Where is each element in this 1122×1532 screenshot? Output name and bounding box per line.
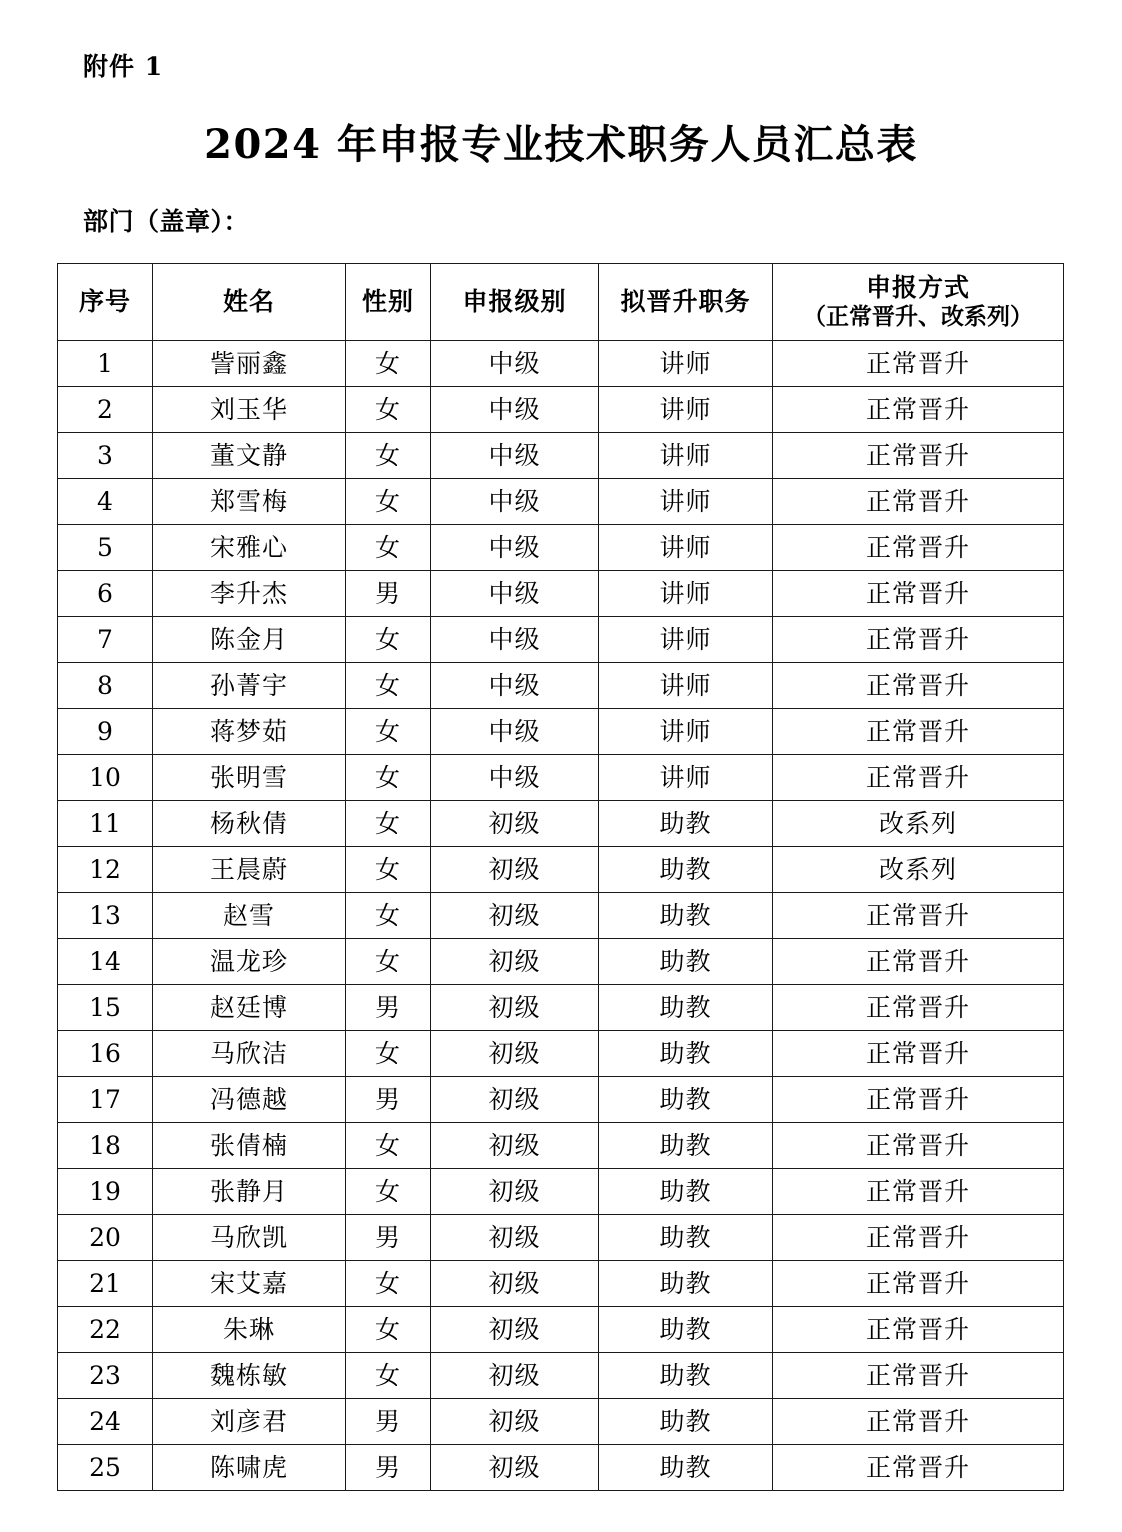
cell-name: 张明雪 bbox=[153, 755, 346, 801]
cell-post: 助教 bbox=[599, 1261, 773, 1307]
cell-level: 初级 bbox=[431, 847, 599, 893]
table-row bbox=[58, 1077, 1064, 1123]
cell-level: 初级 bbox=[431, 893, 599, 939]
cell-gender: 女 bbox=[346, 387, 431, 433]
cell-name: 张静月 bbox=[153, 1169, 346, 1215]
cell-method: 正常晋升 bbox=[773, 1169, 1064, 1215]
cell-method: 正常晋升 bbox=[773, 1445, 1064, 1491]
cell-name: 郑雪梅 bbox=[153, 479, 346, 525]
cell-method: 正常晋升 bbox=[773, 433, 1064, 479]
cell-name: 李升杰 bbox=[153, 571, 346, 617]
cell-post: 助教 bbox=[599, 801, 773, 847]
table-body bbox=[58, 341, 1064, 1491]
cell-method: 正常晋升 bbox=[773, 571, 1064, 617]
cell-post: 助教 bbox=[599, 1307, 773, 1353]
personnel-summary-table bbox=[57, 263, 1064, 1491]
attachment-label: 附件 1 bbox=[83, 52, 164, 81]
cell-post: 助教 bbox=[599, 1077, 773, 1123]
cell-method: 正常晋升 bbox=[773, 1261, 1064, 1307]
cell-post: 助教 bbox=[599, 893, 773, 939]
cell-gender: 女 bbox=[346, 525, 431, 571]
cell-gender: 男 bbox=[346, 571, 431, 617]
cell-name: 陈金月 bbox=[153, 617, 346, 663]
cell-method: 正常晋升 bbox=[773, 985, 1064, 1031]
table-header bbox=[58, 264, 1064, 341]
column-header-post: 拟晋升职务 bbox=[599, 264, 773, 341]
cell-post: 讲师 bbox=[599, 387, 773, 433]
cell-name: 冯德越 bbox=[153, 1077, 346, 1123]
cell-post: 讲师 bbox=[599, 341, 773, 387]
cell-level: 中级 bbox=[431, 433, 599, 479]
column-header-level: 申报级别 bbox=[431, 264, 599, 341]
cell-method: 正常晋升 bbox=[773, 663, 1064, 709]
cell-method: 正常晋升 bbox=[773, 1307, 1064, 1353]
cell-name: 赵廷博 bbox=[153, 985, 346, 1031]
table-row bbox=[58, 709, 1064, 755]
cell-level: 初级 bbox=[431, 1031, 599, 1077]
cell-level: 中级 bbox=[431, 479, 599, 525]
table-row bbox=[58, 755, 1064, 801]
cell-index: 5 bbox=[58, 525, 153, 571]
cell-method: 改系列 bbox=[773, 847, 1064, 893]
cell-method: 正常晋升 bbox=[773, 939, 1064, 985]
cell-index: 10 bbox=[58, 755, 153, 801]
cell-index: 19 bbox=[58, 1169, 153, 1215]
cell-gender: 女 bbox=[346, 847, 431, 893]
cell-post: 助教 bbox=[599, 1215, 773, 1261]
cell-level: 初级 bbox=[431, 1077, 599, 1123]
cell-gender: 女 bbox=[346, 801, 431, 847]
cell-name: 马欣凯 bbox=[153, 1215, 346, 1261]
table-row bbox=[58, 433, 1064, 479]
page-title: 2024 年申报专业技术职务人员汇总表 bbox=[204, 121, 918, 168]
column-header-index: 序号 bbox=[58, 264, 153, 341]
cell-level: 初级 bbox=[431, 1169, 599, 1215]
cell-name: 赵雪 bbox=[153, 893, 346, 939]
cell-name: 孙菁宇 bbox=[153, 663, 346, 709]
cell-index: 14 bbox=[58, 939, 153, 985]
cell-level: 中级 bbox=[431, 525, 599, 571]
cell-method: 改系列 bbox=[773, 801, 1064, 847]
cell-method: 正常晋升 bbox=[773, 755, 1064, 801]
table-row bbox=[58, 617, 1064, 663]
table-row bbox=[58, 479, 1064, 525]
cell-index: 12 bbox=[58, 847, 153, 893]
cell-index: 6 bbox=[58, 571, 153, 617]
cell-index: 1 bbox=[58, 341, 153, 387]
cell-post: 讲师 bbox=[599, 433, 773, 479]
cell-index: 18 bbox=[58, 1123, 153, 1169]
cell-level: 初级 bbox=[431, 1123, 599, 1169]
cell-gender: 男 bbox=[346, 1399, 431, 1445]
cell-gender: 女 bbox=[346, 617, 431, 663]
cell-index: 15 bbox=[58, 985, 153, 1031]
cell-gender: 女 bbox=[346, 1169, 431, 1215]
cell-name: 訾丽鑫 bbox=[153, 341, 346, 387]
cell-level: 中级 bbox=[431, 617, 599, 663]
cell-index: 4 bbox=[58, 479, 153, 525]
cell-post: 讲师 bbox=[599, 755, 773, 801]
table-row bbox=[58, 1031, 1064, 1077]
cell-name: 王晨蔚 bbox=[153, 847, 346, 893]
cell-gender: 男 bbox=[346, 1077, 431, 1123]
cell-method: 正常晋升 bbox=[773, 1215, 1064, 1261]
table-row bbox=[58, 985, 1064, 1031]
table-row bbox=[58, 1123, 1064, 1169]
cell-level: 初级 bbox=[431, 939, 599, 985]
cell-method: 正常晋升 bbox=[773, 1031, 1064, 1077]
cell-index: 17 bbox=[58, 1077, 153, 1123]
cell-gender: 女 bbox=[346, 893, 431, 939]
cell-method: 正常晋升 bbox=[773, 617, 1064, 663]
cell-level: 初级 bbox=[431, 1399, 599, 1445]
cell-gender: 男 bbox=[346, 1215, 431, 1261]
column-header-name: 姓名 bbox=[153, 264, 346, 341]
cell-gender: 女 bbox=[346, 341, 431, 387]
cell-gender: 女 bbox=[346, 755, 431, 801]
cell-name: 宋雅心 bbox=[153, 525, 346, 571]
cell-method: 正常晋升 bbox=[773, 341, 1064, 387]
cell-index: 20 bbox=[58, 1215, 153, 1261]
cell-post: 讲师 bbox=[599, 663, 773, 709]
cell-method: 正常晋升 bbox=[773, 1077, 1064, 1123]
cell-level: 中级 bbox=[431, 341, 599, 387]
table-row bbox=[58, 387, 1064, 433]
cell-gender: 女 bbox=[346, 939, 431, 985]
cell-method: 正常晋升 bbox=[773, 479, 1064, 525]
table-row bbox=[58, 847, 1064, 893]
cell-method: 正常晋升 bbox=[773, 1123, 1064, 1169]
cell-level: 初级 bbox=[431, 1307, 599, 1353]
cell-level: 初级 bbox=[431, 801, 599, 847]
cell-gender: 女 bbox=[346, 1031, 431, 1077]
cell-gender: 女 bbox=[346, 709, 431, 755]
cell-index: 13 bbox=[58, 893, 153, 939]
cell-gender: 女 bbox=[346, 1261, 431, 1307]
cell-post: 助教 bbox=[599, 1169, 773, 1215]
cell-method: 正常晋升 bbox=[773, 1399, 1064, 1445]
summary-table-container bbox=[57, 263, 1063, 1491]
cell-gender: 女 bbox=[346, 479, 431, 525]
cell-level: 中级 bbox=[431, 571, 599, 617]
cell-index: 9 bbox=[58, 709, 153, 755]
cell-index: 23 bbox=[58, 1353, 153, 1399]
cell-level: 中级 bbox=[431, 709, 599, 755]
cell-post: 助教 bbox=[599, 985, 773, 1031]
table-row bbox=[58, 663, 1064, 709]
cell-name: 刘玉华 bbox=[153, 387, 346, 433]
cell-method: 正常晋升 bbox=[773, 1353, 1064, 1399]
cell-index: 2 bbox=[58, 387, 153, 433]
cell-level: 初级 bbox=[431, 985, 599, 1031]
column-header-gender: 性别 bbox=[346, 264, 431, 341]
column-header-method bbox=[773, 264, 1064, 341]
table-row bbox=[58, 1399, 1064, 1445]
cell-post: 助教 bbox=[599, 1399, 773, 1445]
cell-post: 助教 bbox=[599, 1123, 773, 1169]
cell-post: 助教 bbox=[599, 847, 773, 893]
table-row bbox=[58, 571, 1064, 617]
cell-gender: 女 bbox=[346, 1307, 431, 1353]
cell-gender: 女 bbox=[346, 433, 431, 479]
table-row bbox=[58, 1169, 1064, 1215]
cell-post: 助教 bbox=[599, 1445, 773, 1491]
cell-level: 初级 bbox=[431, 1261, 599, 1307]
table-row bbox=[58, 939, 1064, 985]
cell-post: 助教 bbox=[599, 1031, 773, 1077]
cell-index: 21 bbox=[58, 1261, 153, 1307]
cell-level: 中级 bbox=[431, 387, 599, 433]
department-seal-line: 部门（盖章）： bbox=[83, 207, 250, 236]
column-header-method-main: 申报方式 bbox=[865, 272, 970, 302]
cell-level: 初级 bbox=[431, 1215, 599, 1261]
cell-method: 正常晋升 bbox=[773, 387, 1064, 433]
cell-name: 魏栋敏 bbox=[153, 1353, 346, 1399]
table-row bbox=[58, 1215, 1064, 1261]
cell-method: 正常晋升 bbox=[773, 525, 1064, 571]
cell-name: 朱琳 bbox=[153, 1307, 346, 1353]
cell-index: 3 bbox=[58, 433, 153, 479]
table-row bbox=[58, 893, 1064, 939]
cell-name: 蒋梦茹 bbox=[153, 709, 346, 755]
cell-level: 初级 bbox=[431, 1353, 599, 1399]
cell-gender: 女 bbox=[346, 663, 431, 709]
cell-gender: 女 bbox=[346, 1353, 431, 1399]
cell-index: 24 bbox=[58, 1399, 153, 1445]
cell-post: 讲师 bbox=[599, 617, 773, 663]
table-row bbox=[58, 801, 1064, 847]
cell-name: 陈啸虎 bbox=[153, 1445, 346, 1491]
cell-index: 16 bbox=[58, 1031, 153, 1077]
cell-level: 中级 bbox=[431, 755, 599, 801]
cell-name: 温龙珍 bbox=[153, 939, 346, 985]
cell-index: 11 bbox=[58, 801, 153, 847]
table-row bbox=[58, 1261, 1064, 1307]
table-row bbox=[58, 1353, 1064, 1399]
cell-index: 22 bbox=[58, 1307, 153, 1353]
table-row bbox=[58, 1445, 1064, 1491]
cell-index: 8 bbox=[58, 663, 153, 709]
cell-gender: 男 bbox=[346, 985, 431, 1031]
cell-post: 助教 bbox=[599, 1353, 773, 1399]
cell-name: 马欣洁 bbox=[153, 1031, 346, 1077]
cell-gender: 男 bbox=[346, 1445, 431, 1491]
cell-method: 正常晋升 bbox=[773, 709, 1064, 755]
cell-post: 助教 bbox=[599, 939, 773, 985]
cell-post: 讲师 bbox=[599, 709, 773, 755]
cell-gender: 女 bbox=[346, 1123, 431, 1169]
cell-name: 宋艾嘉 bbox=[153, 1261, 346, 1307]
column-header-method-sub: （正常晋升、改系列） bbox=[803, 303, 1033, 331]
cell-name: 刘彦君 bbox=[153, 1399, 346, 1445]
cell-post: 讲师 bbox=[599, 571, 773, 617]
cell-level: 中级 bbox=[431, 663, 599, 709]
table-row bbox=[58, 1307, 1064, 1353]
cell-method: 正常晋升 bbox=[773, 893, 1064, 939]
cell-index: 25 bbox=[58, 1445, 153, 1491]
cell-level: 初级 bbox=[431, 1445, 599, 1491]
table-row bbox=[58, 525, 1064, 571]
cell-post: 讲师 bbox=[599, 525, 773, 571]
cell-index: 7 bbox=[58, 617, 153, 663]
cell-name: 董文静 bbox=[153, 433, 346, 479]
table-row bbox=[58, 341, 1064, 387]
cell-name: 张倩楠 bbox=[153, 1123, 346, 1169]
cell-post: 讲师 bbox=[599, 479, 773, 525]
table-header-row bbox=[58, 264, 1064, 341]
cell-name: 杨秋倩 bbox=[153, 801, 346, 847]
